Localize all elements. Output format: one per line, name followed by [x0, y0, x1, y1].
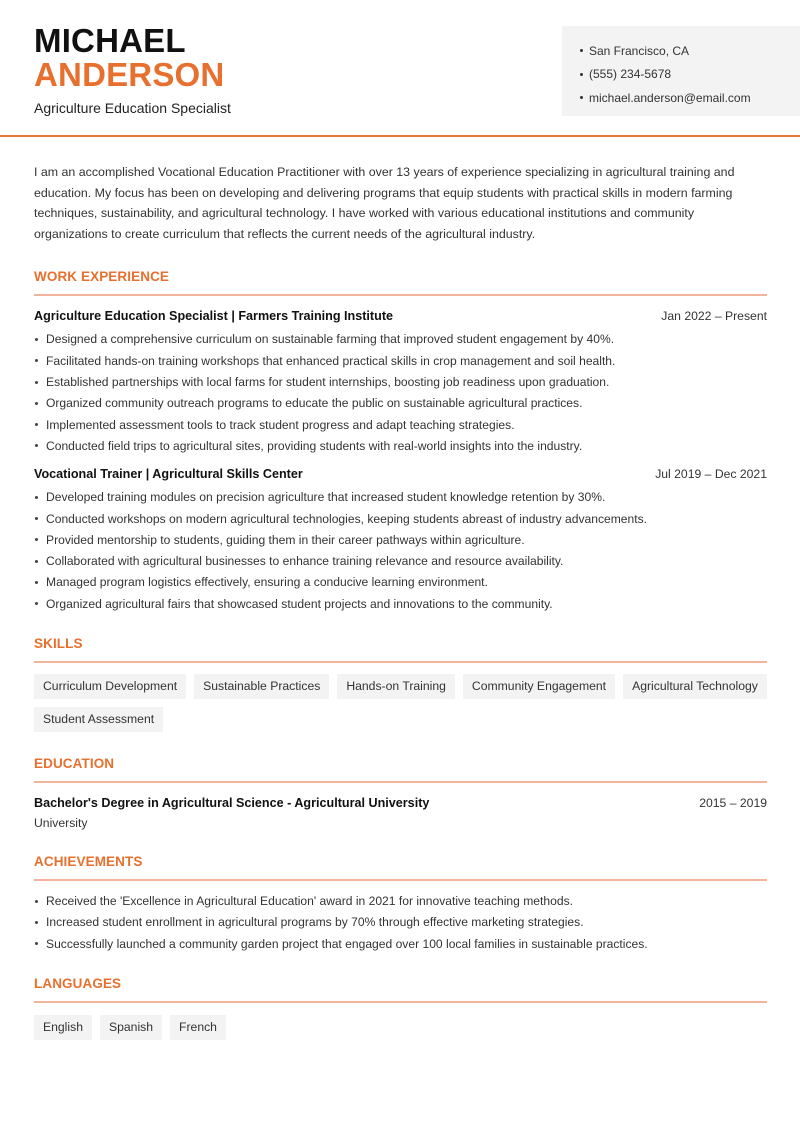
job-entry: [34, 467, 767, 615]
job-header: [34, 467, 767, 481]
job-role: Vocational Trainer | Agricultural Skills Center: [34, 466, 303, 481]
section-title-education: EDUCATION: [34, 756, 767, 783]
resume-header: [0, 0, 800, 137]
bullet-icon: [35, 496, 38, 499]
bullet-icon: [35, 538, 38, 541]
bullet-text: Developed training modules on precision agriculture that increased student knowledge retention by 30%.: [46, 490, 606, 505]
contact-location-text: San Francisco, CA: [589, 43, 690, 58]
first-name: MICHAEL: [34, 22, 186, 59]
bullet-icon: [580, 49, 583, 52]
bullet-text: Received the 'Excellence in Agricultural Education' award in 2021 for innovative teaching methods.: [46, 894, 573, 909]
bullet-icon: [35, 338, 38, 341]
bullet-text: Implemented assessment tools to track student progress and adapt teaching strategies.: [46, 417, 515, 432]
list-item: [34, 912, 767, 933]
summary: I am an accomplished Vocational Education Practitioner with over 13 years of experience specializing in agricultural training and education. My focus has been on developing and delivering programs that equip students with practical skills in modern farming techniques, sustainability, and agricultural technology. I have worked with various educational institutions and community organizations to create curriculum that reflects the current needs of the agricultural industry.: [34, 165, 735, 242]
bullet-icon: [35, 359, 38, 362]
education-header: [34, 796, 767, 810]
list-item: [34, 371, 767, 392]
list-item: [34, 890, 767, 911]
bullet-icon: [35, 900, 38, 903]
contact-box: [562, 26, 800, 116]
bullet-text: Conducted field trips to agricultural sites, providing students with real-world insights into the industry.: [46, 438, 583, 453]
contact-email-text[interactable]: michael.anderson@email.com: [589, 90, 751, 105]
education-entry: [34, 796, 767, 830]
language-tag: Spanish: [100, 1015, 162, 1040]
section-title-work: WORK EXPERIENCE: [34, 269, 767, 296]
bullet-text: Established partnerships with local farms for student internships, boosting job readiness upon graduation.: [46, 375, 610, 390]
institution: University: [34, 816, 88, 831]
list-item: [34, 435, 767, 456]
job-title: Agriculture Education Specialist: [34, 100, 231, 116]
section-title-achievements: ACHIEVEMENTS: [34, 854, 767, 881]
degree: Bachelor's Degree in Agricultural Science - Agricultural University: [34, 796, 430, 811]
section-title-languages: LANGUAGES: [34, 976, 767, 1003]
contact-email: [580, 86, 800, 110]
job-bullets: [34, 329, 767, 457]
list-item: [34, 529, 767, 550]
bullet-text: Provided mentorship to students, guiding them in their career pathways within agriculture.: [46, 532, 525, 547]
skill-tag: Hands-on Training: [337, 674, 455, 699]
list-item: [34, 933, 767, 954]
bullet-icon: [35, 602, 38, 605]
language-tags: [34, 1015, 767, 1040]
job-dates: Jul 2019 – Dec 2021: [655, 466, 767, 481]
language-tag: English: [34, 1015, 92, 1040]
list-item: [34, 329, 767, 350]
bullet-text: Facilitated hands-on training workshops that enhanced practical skills in crop management and soil health.: [46, 353, 616, 368]
list-item: [34, 414, 767, 435]
bullet-icon: [35, 381, 38, 384]
bullet-icon: [580, 96, 583, 99]
list-item: [34, 487, 767, 508]
job-dates: Jan 2022 – Present: [661, 308, 767, 323]
list-item: [34, 393, 767, 414]
list-item: [34, 593, 767, 614]
skills-tags: [34, 674, 767, 732]
skill-tag: Sustainable Practices: [194, 674, 329, 699]
bullet-text: Organized community outreach programs to educate the public on sustainable agricultural practices.: [46, 396, 583, 411]
job-role: Agriculture Education Specialist | Farmers Training Institute: [34, 308, 394, 323]
skill-tag: Student Assessment: [34, 707, 163, 732]
skill-tag: Community Engagement: [463, 674, 615, 699]
bullet-icon: [35, 921, 38, 924]
section-title-skills: SKILLS: [34, 636, 767, 663]
list-item: [34, 508, 767, 529]
bullet-text: Conducted workshops on modern agricultural technologies, keeping students abreast of industry advancements.: [46, 511, 648, 526]
education-dates: 2015 – 2019: [699, 796, 767, 811]
contact-location: [580, 39, 800, 63]
resume-body: [0, 162, 800, 1040]
list-item: [34, 350, 767, 371]
skill-tag: Agricultural Technology: [623, 674, 767, 699]
bullet-icon: [35, 402, 38, 405]
list-item: [34, 572, 767, 593]
bullet-icon: [35, 444, 38, 447]
bullet-text: Increased student enrollment in agricultural programs by 70% through effective marketing strategies.: [46, 915, 584, 930]
bullet-text: Organized agricultural fairs that showcased student projects and innovations to the community.: [46, 596, 553, 611]
contact-phone: [580, 63, 800, 87]
bullet-icon: [580, 73, 583, 76]
bullet-icon: [35, 581, 38, 584]
bullet-text: Successfully launched a community garden project that engaged over 100 local families in sustainable practices.: [46, 936, 648, 951]
bullet-icon: [35, 560, 38, 563]
bullet-text: Managed program logistics effectively, ensuring a conducive learning environment.: [46, 575, 488, 590]
contact-phone-text: (555) 234-5678: [589, 67, 672, 82]
bullet-text: Collaborated with agricultural businesses to enhance training relevance and resource availability.: [46, 554, 564, 569]
list-item: [34, 550, 767, 571]
name-block: [34, 24, 231, 116]
language-tag: French: [170, 1015, 226, 1040]
bullet-text: Designed a comprehensive curriculum on sustainable farming that improved student engagement by 40%.: [46, 332, 615, 347]
bullet-icon: [35, 942, 38, 945]
job-bullets: [34, 487, 767, 615]
skill-tag: Curriculum Development: [34, 674, 186, 699]
achievements-list: [34, 890, 767, 954]
last-name: ANDERSON: [34, 56, 225, 93]
bullet-icon: [35, 423, 38, 426]
bullet-icon: [35, 517, 38, 520]
job-entry: [34, 309, 767, 457]
job-header: [34, 309, 767, 323]
